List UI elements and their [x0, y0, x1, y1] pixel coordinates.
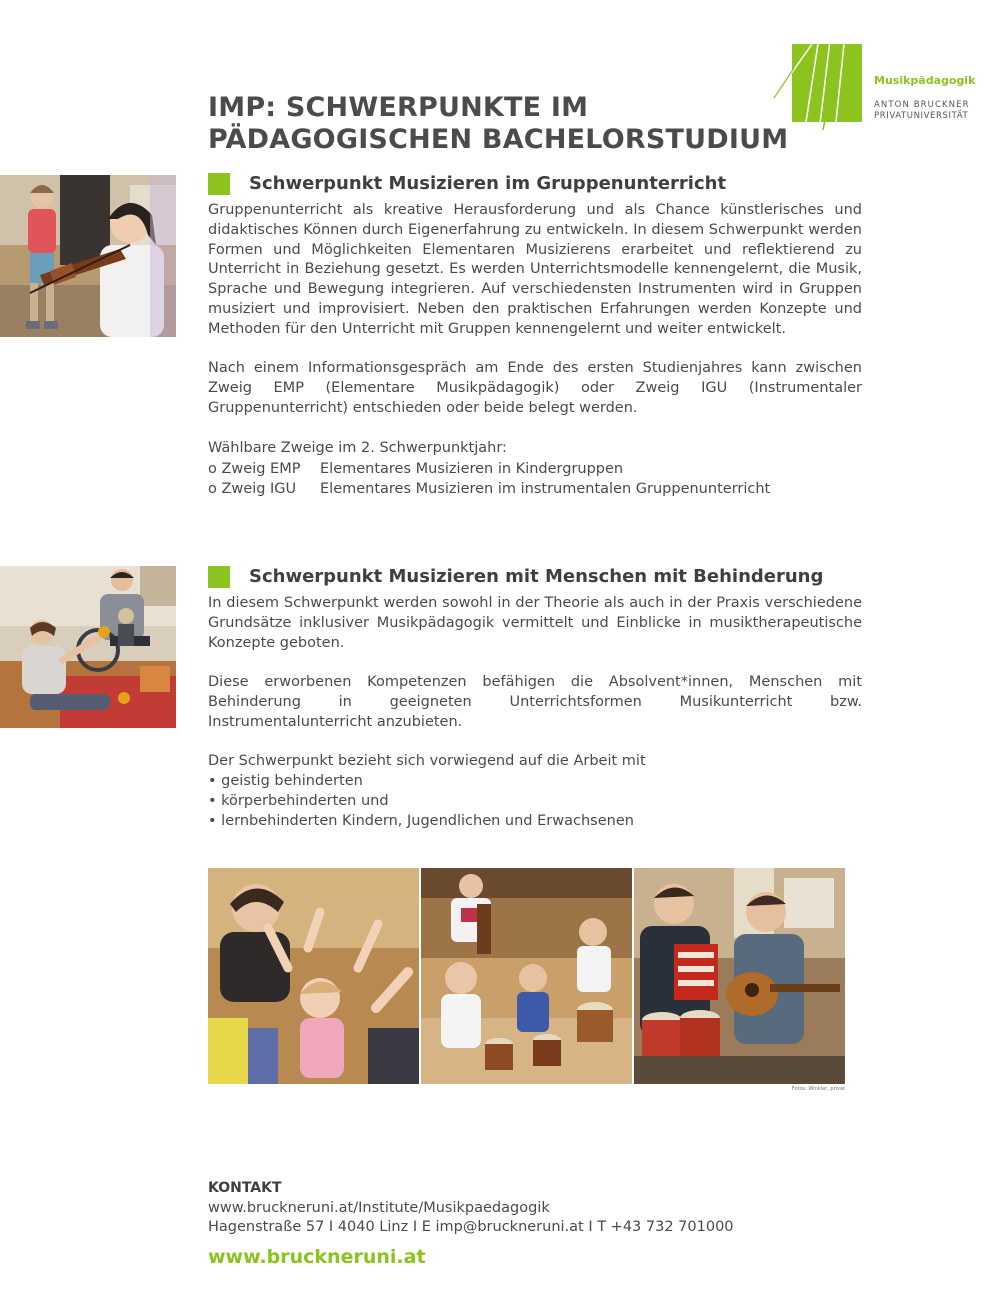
contact-address: Hagenstraße 57 I 4040 Linz I E imp@bruckneruni.at I T +43 732 701000	[208, 1219, 734, 1235]
photo-children-hands-raised	[208, 868, 419, 1084]
page-title	[208, 92, 908, 156]
section1-body	[208, 201, 862, 500]
section1-branches-intro: Wählbare Zweige im 2. Schwerpunktjahr:	[208, 439, 507, 456]
website-link[interactable]: www.bruckneruni.at	[208, 1246, 426, 1268]
section2-bullet-square	[208, 566, 230, 588]
branch-row	[208, 480, 862, 500]
photo-children-drums	[421, 868, 632, 1084]
logo-title: Musikpädagogik	[874, 74, 976, 87]
section1-paragraph2: Nach einem Informationsgespräch am Ende des ersten Studienjahres kann zwischen Zweig EMP (Elementare Musikpädagogik) oder Zweig IGU (Instrumentaler Gruppenunterricht) entschieden oder beide belegt werden.	[208, 360, 862, 416]
list-item: • geistig behinderten	[208, 773, 363, 790]
branch-name: o Zweig EMP	[208, 461, 301, 478]
logo-institution-line2: PRIVATUNIVERSITÄT	[874, 111, 969, 121]
section2-body	[208, 594, 862, 832]
photo-inclusive-music	[0, 566, 176, 728]
page-title-line1: IMP: SCHWERPUNKTE IM	[208, 92, 589, 123]
section1-paragraph1: Gruppenunterricht als kreative Herausforderung und als Chance künstlerisches und didaktisches Können durch Eigenerfahrung zu entwickeln. In diesem Schwerpunkt werden Formen und Möglichkeiten Elementaren Musizierens erarbeitet und reflektierend zu Unterricht in Beziehung gesetzt. Es werden Unterrichtsmodelle kennengelernt, die Musik, Sprache und Bewegung integrieren. Auf verschiedensten Instrumenten wird in Gruppen musiziert und improvisiert. Neben den praktischen Erfahrungen werden Konzepte und Methoden für den Unterricht mit Gruppen kennengelernt und weiter entwickelt.	[208, 202, 862, 337]
contact-label: KONTAKT	[208, 1180, 282, 1196]
branch-description: Elementares Musizieren im instrumentalen Gruppenunterricht	[320, 481, 771, 498]
section1-title: Schwerpunkt Musizieren im Gruppenunterricht	[249, 173, 727, 194]
section1-bullet-square	[208, 173, 230, 195]
photo-children-violins	[0, 175, 176, 337]
list-item: • lernbehinderten Kindern, Jugendlichen und Erwachsenen	[208, 812, 634, 829]
section2-title: Schwerpunkt Musizieren mit Menschen mit Behinderung	[249, 566, 824, 587]
page-title-line2: PÄDAGOGISCHEN BACHELORSTUDIUM	[208, 124, 789, 155]
list-item: • körperbehinderten und	[208, 792, 389, 809]
contact-url-link[interactable]: www.bruckneruni.at/Institute/Musikpaedagogik	[208, 1200, 550, 1216]
photo-men-playing-instruments	[634, 868, 845, 1084]
photo-credit: Fotos: Winkler, privat	[791, 1086, 845, 1092]
section2-paragraph1: In diesem Schwerpunkt werden sowohl in der Theorie als auch in der Praxis verschiedene Grundsätze inklusiver Musikpädagogik vermittelt und Einblicke in musiktherapeutische Konzepte geboten.	[208, 595, 862, 651]
branch-name: o Zweig IGU	[208, 481, 297, 498]
section2-paragraph2: Diese erworbenen Kompetenzen befähigen die Absolvent*innen, Menschen mit Behinderung in geeigneten Unterrichtsformen Musikunterricht bzw. Instrumentalunterricht anzubieten.	[208, 674, 862, 730]
photo-strip	[208, 868, 845, 1084]
section2-list-intro: Der Schwerpunkt bezieht sich vorwiegend auf die Arbeit mit	[208, 753, 646, 770]
branch-description: Elementares Musizieren in Kindergruppen	[320, 461, 624, 478]
branch-row	[208, 460, 862, 480]
logo-institution-line1: ANTON BRUCKNER	[874, 100, 970, 110]
